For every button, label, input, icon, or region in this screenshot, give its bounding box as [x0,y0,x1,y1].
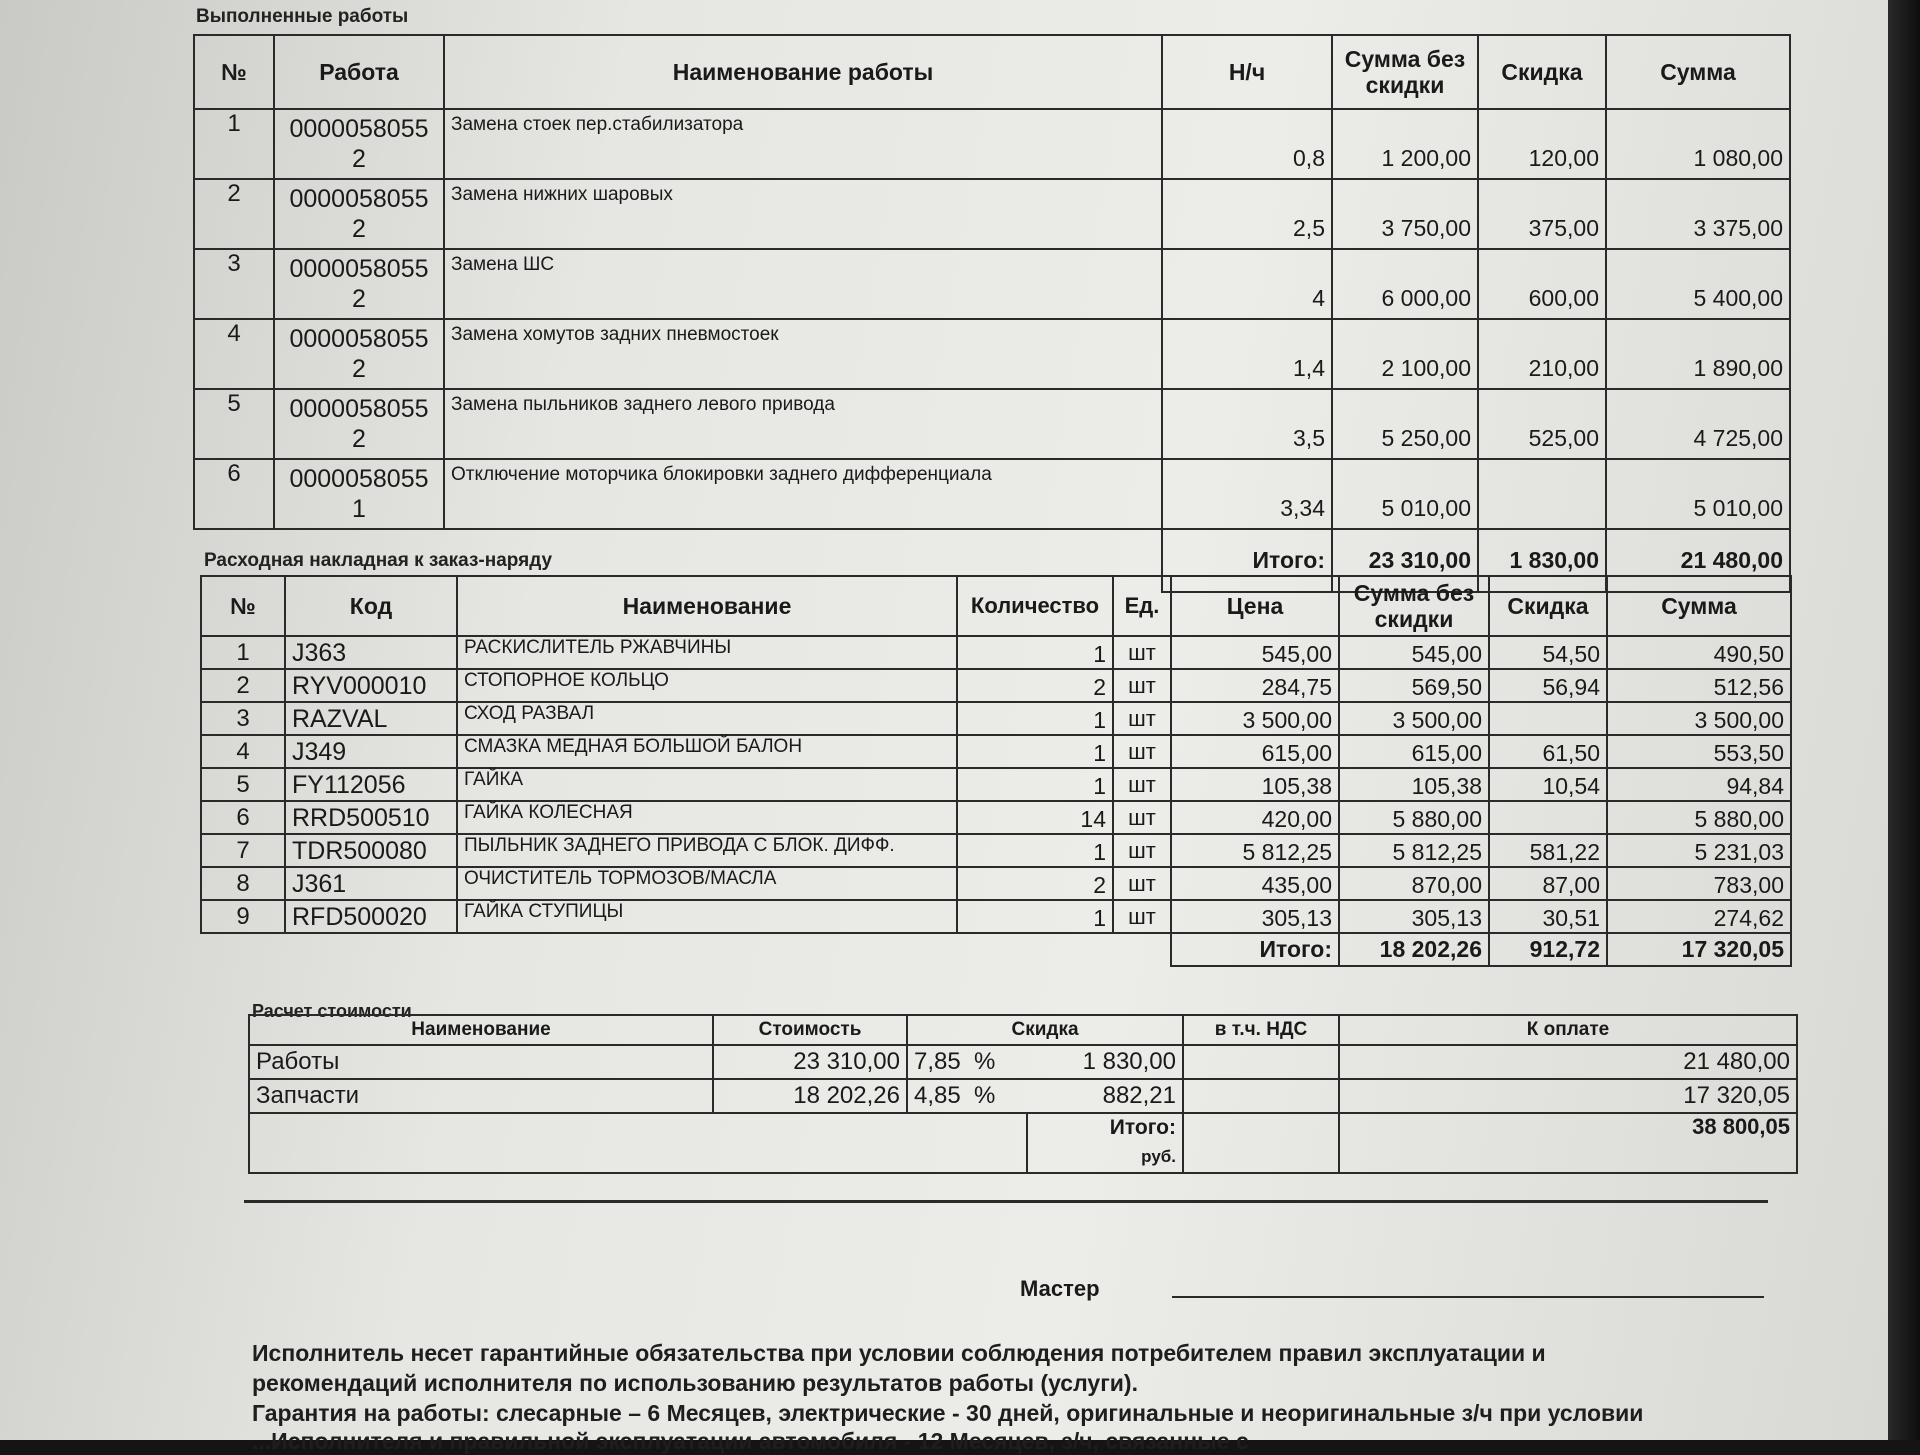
part-name: СМАЗКА МЕДНАЯ БОЛЬШОЙ БАЛОН [457,735,957,768]
work-name: Замена пыльников заднего левого привода [444,389,1162,459]
work-sum-no-discount: 5 250,00 [1332,389,1478,459]
part-code: TDR500080 [285,834,457,867]
part-quantity: 14 [957,801,1113,834]
works-header-nh: Н/ч [1162,35,1332,109]
row-number: 4 [194,319,274,389]
work-name: Замена нижних шаровых [444,179,1162,249]
calc-row-name: Работы [249,1045,713,1079]
part-sum-no-discount: 569,50 [1339,669,1489,702]
calc-total-pay: 38 800,05 [1339,1113,1797,1173]
row-number: 1 [201,636,285,669]
part-discount: 581,22 [1489,834,1607,867]
works-total-discount: 1 830,00 [1478,529,1606,592]
work-code [274,459,444,529]
calc-row-pay: 21 480,00 [1339,1045,1797,1079]
works-header-name: Наименование работы [444,35,1162,109]
row-number: 8 [201,867,285,900]
part-discount [1489,801,1607,834]
part-sum: 3 500,00 [1607,702,1791,735]
row-number: 2 [194,179,274,249]
work-hours: 0,8 [1162,109,1332,179]
works-header-no: № [194,35,274,109]
parts-table [200,575,1792,967]
part-name: ОЧИСТИТЕЛЬ ТОРМОЗОВ/МАСЛА [457,867,957,900]
part-sum-no-discount: 5 812,25 [1339,834,1489,867]
work-code-suffix: 2 [352,215,366,243]
table-row [194,249,1790,319]
part-quantity: 1 [957,768,1113,801]
part-price: 615,00 [1171,735,1339,768]
parts-total-discount: 912,72 [1489,933,1607,966]
part-quantity: 2 [957,867,1113,900]
part-sum-no-discount: 545,00 [1339,636,1489,669]
part-code: RAZVAL [285,702,457,735]
part-price: 105,38 [1171,768,1339,801]
table-row [249,1045,1797,1079]
calc-row-discount: 1 830,00 [1027,1045,1183,1079]
work-hours: 2,5 [1162,179,1332,249]
calc-total-label [1027,1113,1183,1173]
part-price: 284,75 [1171,669,1339,702]
part-discount: 10,54 [1489,768,1607,801]
part-price: 305,13 [1171,900,1339,933]
part-unit: шт [1113,735,1171,768]
calc-row-percent: 4,85 % [907,1079,1027,1113]
calc-header-discount: Скидка [907,1015,1183,1045]
work-hours: 4 [1162,249,1332,319]
part-name: СХОД РАЗВАЛ [457,702,957,735]
master-label: Мастер [1020,1276,1100,1301]
work-sum: 5 400,00 [1606,249,1790,319]
part-price: 5 812,25 [1171,834,1339,867]
part-quantity: 1 [957,735,1113,768]
calc-row-discount: 882,21 [1027,1079,1183,1113]
work-code-suffix: 2 [352,425,366,453]
table-row [201,867,1791,900]
parts-total-sum-no-discount: 18 202,26 [1339,933,1489,966]
row-number: 4 [201,735,285,768]
row-number: 2 [201,669,285,702]
part-name: ГАЙКА СТУПИЦЫ [457,900,957,933]
row-number: 6 [201,801,285,834]
part-unit: шт [1113,702,1171,735]
parts-header-quantity: Количество [957,576,1113,636]
row-number: 5 [201,768,285,801]
work-sum: 3 375,00 [1606,179,1790,249]
work-code [274,389,444,459]
parts-header-price: Цена [1171,576,1339,636]
part-discount: 61,50 [1489,735,1607,768]
parts-total-sum: 17 320,05 [1607,933,1791,966]
part-sum: 553,50 [1607,735,1791,768]
work-discount: 600,00 [1478,249,1606,319]
calc-header-row [249,1015,1797,1045]
divider-line [244,1200,1768,1203]
footer-line-2: рекомендаций исполнителя по использованию результатов работы (услуги). [252,1370,1138,1396]
part-sum-no-discount: 5 880,00 [1339,801,1489,834]
work-name: Замена ШС [444,249,1162,319]
table-row [201,834,1791,867]
calc-row-percent: 7,85 % [907,1045,1027,1079]
work-hours: 3,34 [1162,459,1332,529]
work-code-suffix: 2 [352,145,366,173]
parts-header-name: Наименование [457,576,957,636]
work-code [274,179,444,249]
part-discount: 54,50 [1489,636,1607,669]
table-row [201,702,1791,735]
part-name: ПЫЛЬНИК ЗАДНЕГО ПРИВОДА С БЛОК. ДИФФ. [457,834,957,867]
row-number: 5 [194,389,274,459]
work-code-suffix: 2 [352,285,366,313]
part-sum: 5 880,00 [1607,801,1791,834]
works-table [193,34,1791,593]
table-row [249,1079,1797,1113]
works-header-sum-no-discount: Сумма без скидки [1332,35,1478,109]
parts-total-label: Итого: [1171,933,1339,966]
part-sum-no-discount: 3 500,00 [1339,702,1489,735]
works-header-discount: Скидка [1478,35,1606,109]
calc-header-name: Наименование [249,1015,713,1045]
part-sum: 490,50 [1607,636,1791,669]
work-code-main: 0000058055 [289,395,429,423]
work-discount: 120,00 [1478,109,1606,179]
calc-header-cost: Стоимость [713,1015,907,1045]
work-sum: 1 890,00 [1606,319,1790,389]
calc-section-title: Расчет стоимости [252,1001,412,1021]
table-row [194,109,1790,179]
part-code: J363 [285,636,457,669]
calc-row-name: Запчасти [249,1079,713,1113]
part-sum: 94,84 [1607,768,1791,801]
table-row [201,735,1791,768]
work-code [274,109,444,179]
works-header-code: Работа [274,35,444,109]
work-sum: 4 725,00 [1606,389,1790,459]
part-unit: шт [1113,636,1171,669]
part-sum-no-discount: 870,00 [1339,867,1489,900]
works-total-label: Итого: [1162,529,1332,592]
table-row [201,669,1791,702]
part-discount: 87,00 [1489,867,1607,900]
part-price: 3 500,00 [1171,702,1339,735]
table-row [201,636,1791,669]
work-code [274,249,444,319]
work-sum-no-discount: 3 750,00 [1332,179,1478,249]
parts-header-row [201,576,1791,636]
row-number: 7 [201,834,285,867]
work-sum-no-discount: 1 200,00 [1332,109,1478,179]
part-sum-no-discount: 615,00 [1339,735,1489,768]
works-total-sum-no-discount: 23 310,00 [1332,529,1478,592]
part-discount: 56,94 [1489,669,1607,702]
work-code-main: 0000058055 [289,255,429,283]
work-discount: 210,00 [1478,319,1606,389]
calc-header-vat: в т.ч. НДС [1183,1015,1339,1045]
table-row [194,389,1790,459]
part-code: RYV000010 [285,669,457,702]
part-quantity: 1 [957,702,1113,735]
part-sum-no-discount: 305,13 [1339,900,1489,933]
part-unit: шт [1113,669,1171,702]
calc-row-pay: 17 320,05 [1339,1079,1797,1113]
footer-line-3: Гарантия на работы: слесарные – 6 Месяцев, электрические - 30 дней, оригинальные и неоригинальные з/ч при условии [252,1400,1644,1426]
calc-row-vat [1183,1045,1339,1079]
row-number: 9 [201,900,285,933]
part-code: FY112056 [285,768,457,801]
parts-header-code: Код [285,576,457,636]
part-quantity: 1 [957,900,1113,933]
calc-row-cost: 23 310,00 [713,1045,907,1079]
part-price: 435,00 [1171,867,1339,900]
table-row [201,900,1791,933]
calc-row-cost: 18 202,26 [713,1079,907,1113]
work-discount: 375,00 [1478,179,1606,249]
part-quantity: 2 [957,669,1113,702]
table-row [194,179,1790,249]
part-sum: 783,00 [1607,867,1791,900]
part-code: J349 [285,735,457,768]
part-quantity: 1 [957,834,1113,867]
part-name: РАСКИСЛИТЕЛЬ РЖАВЧИНЫ [457,636,957,669]
part-discount: 30,51 [1489,900,1607,933]
part-sum-no-discount: 105,38 [1339,768,1489,801]
work-sum-no-discount: 6 000,00 [1332,249,1478,319]
work-code-suffix: 2 [352,355,366,383]
works-header-row [194,35,1790,109]
table-row [194,459,1790,529]
parts-header-unit: Ед. [1113,576,1171,636]
work-hours: 1,4 [1162,319,1332,389]
parts-header-no: № [201,576,285,636]
part-name: СТОПОРНОЕ КОЛЬЦО [457,669,957,702]
works-section-title: Выполненные работы [196,6,409,27]
calc-total-label-text: Итого: [1109,1116,1176,1139]
work-hours: 3,5 [1162,389,1332,459]
works-total-sum: 21 480,00 [1606,529,1790,592]
master-signature-line [1172,1296,1764,1298]
work-sum: 5 010,00 [1606,459,1790,529]
row-number: 3 [201,702,285,735]
work-code [274,319,444,389]
part-code: RFD500020 [285,900,457,933]
part-unit: шт [1113,900,1171,933]
works-header-sum: Сумма [1606,35,1790,109]
work-code-main: 0000058055 [289,185,429,213]
work-code-main: 0000058055 [289,115,429,143]
part-quantity: 1 [957,636,1113,669]
calc-row-vat [1183,1079,1339,1113]
part-unit: шт [1113,834,1171,867]
part-code: RRD500510 [285,801,457,834]
work-name: Замена хомутов задних пневмостоек [444,319,1162,389]
work-name: Отключение моторчика блокировки заднего дифференциала [444,459,1162,529]
work-code-main: 0000058055 [289,465,429,493]
calc-table [248,1014,1798,1174]
part-price: 545,00 [1171,636,1339,669]
part-code: J361 [285,867,457,900]
work-discount: 525,00 [1478,389,1606,459]
parts-header-discount: Скидка [1489,576,1607,636]
parts-header-sum: Сумма [1607,576,1791,636]
work-sum: 1 080,00 [1606,109,1790,179]
table-row [194,319,1790,389]
work-code-suffix: 1 [352,495,366,523]
work-discount [1478,459,1606,529]
part-sum: 512,56 [1607,669,1791,702]
part-sum: 274,62 [1607,900,1791,933]
work-sum-no-discount: 5 010,00 [1332,459,1478,529]
row-number: 6 [194,459,274,529]
row-number: 1 [194,109,274,179]
calc-total-row [249,1113,1797,1173]
work-name: Замена стоек пер.стабилизатора [444,109,1162,179]
footer-line-4: ...Исполнителя и правильной эксплуатации автомобиля - 12 Месяцев, з/ч, связанные с [252,1428,1249,1454]
part-unit: шт [1113,768,1171,801]
part-name: ГАЙКА КОЛЕСНАЯ [457,801,957,834]
work-code-main: 0000058055 [289,325,429,353]
calc-currency: руб. [1141,1147,1176,1166]
part-price: 420,00 [1171,801,1339,834]
parts-total-row [201,933,1791,966]
parts-section-title: Расходная накладная к заказ-наряду [204,550,553,571]
part-unit: шт [1113,801,1171,834]
work-sum-no-discount: 2 100,00 [1332,319,1478,389]
table-row [201,768,1791,801]
row-number: 3 [194,249,274,319]
footer-line-1: Исполнитель несет гарантийные обязательства при условии соблюдения потребителем правил эксплуатации и [252,1340,1546,1366]
part-name: ГАЙКА [457,768,957,801]
parts-header-sum-no-discount: Сумма без скидки [1339,576,1489,636]
part-unit: шт [1113,867,1171,900]
part-sum: 5 231,03 [1607,834,1791,867]
background-edge [1888,0,1920,1440]
calc-header-pay: К оплате [1339,1015,1797,1045]
part-discount [1489,702,1607,735]
table-row [201,801,1791,834]
